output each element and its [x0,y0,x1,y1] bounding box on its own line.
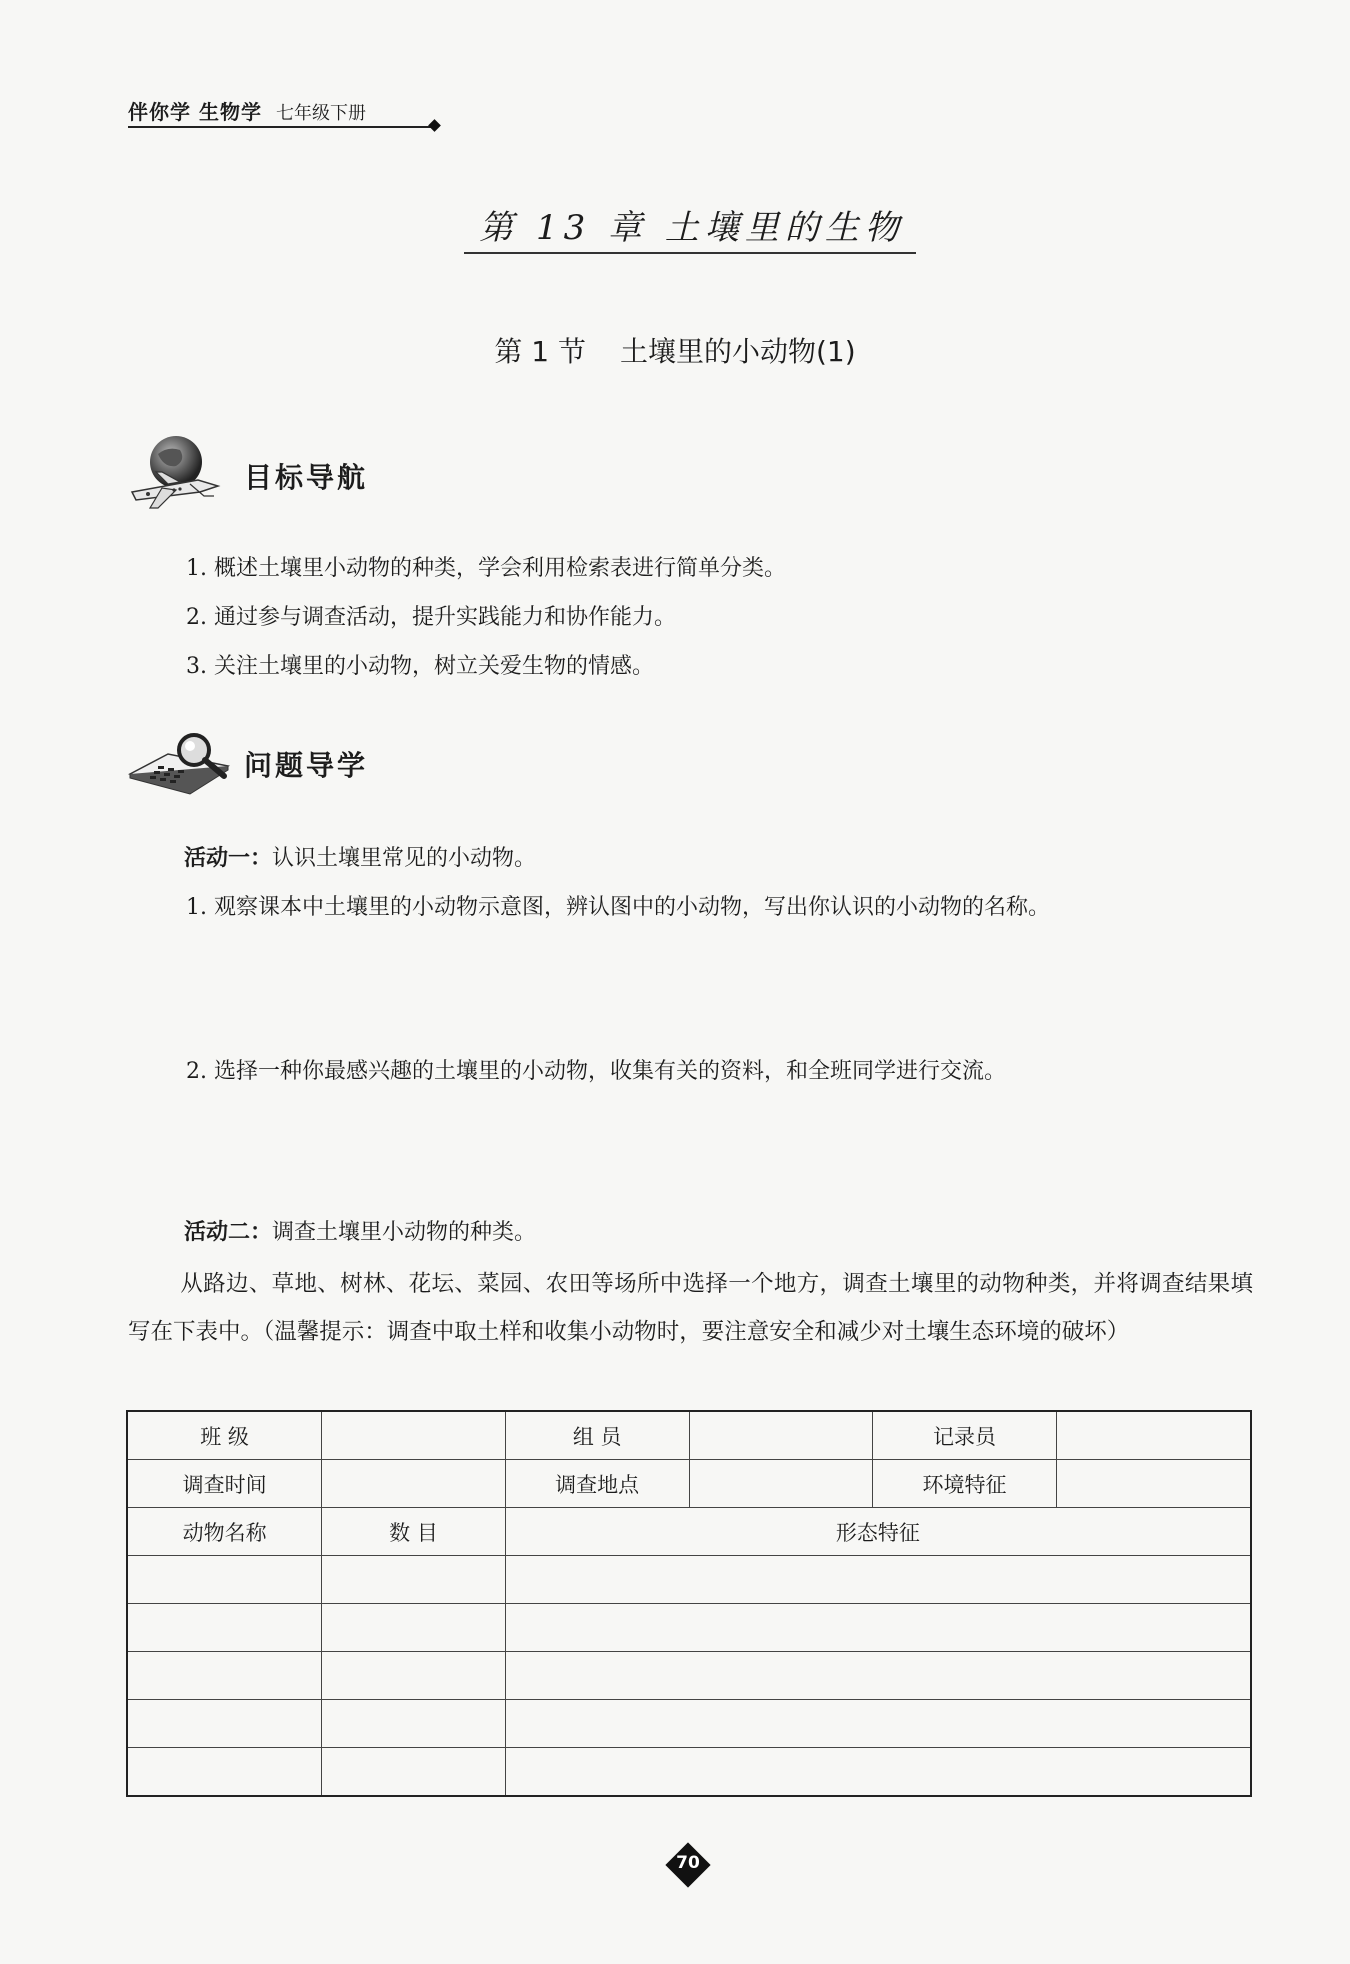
table-row [127,1604,1251,1652]
goals-heading: 目标导航 [244,461,369,494]
animal-name-header: 动物名称 [127,1508,322,1556]
feature-cell[interactable] [505,1748,1251,1797]
table-row [127,1652,1251,1700]
animal-name-cell[interactable] [127,1604,322,1652]
table-row [127,1411,1251,1460]
goal-item-1: 1. 概述土壤里小动物的种类，学会利用检索表进行简单分类。 [186,556,786,581]
goals-heading-block [128,432,528,512]
magnifier-calculator-icon [128,730,238,796]
guide-heading: 问题导学 [244,749,369,782]
page-number: 70 [676,1853,700,1873]
section-title [340,330,1010,370]
table-row [127,1508,1251,1556]
activity1-question-1: 1. 观察课本中土壤里的小动物示意图，辨认图中的小动物，写出你认识的小动物的名称。 [186,895,1050,920]
count-cell[interactable] [322,1748,506,1797]
activity2-paragraph [128,1260,1253,1356]
time-label: 调查时间 [127,1460,322,1508]
members-cell[interactable] [689,1411,873,1460]
activity1-line [184,844,536,874]
header-rule [128,126,434,128]
activity1-question-2: 2. 选择一种你最感兴趣的土壤里的小动物，收集有关的资料，和全班同学进行交流。 [186,1059,1006,1084]
count-header: 数 目 [322,1508,506,1556]
animal-name-cell[interactable] [127,1748,322,1797]
recorder-label: 记录员 [873,1411,1057,1460]
page-number-badge [666,1843,710,1887]
env-cell[interactable] [1056,1460,1251,1508]
env-label: 环境特征 [873,1460,1057,1508]
running-header [128,96,448,130]
feature-cell[interactable] [505,1652,1251,1700]
activity2-text: 调查土壤里小动物的种类。 [272,1220,537,1245]
section-name: 土壤里的小动物(1) [619,335,856,368]
place-cell[interactable] [689,1460,873,1508]
goal-item-3: 3. 关注土壤里的小动物，树立关爱生物的情感。 [186,654,654,679]
count-cell[interactable] [322,1604,506,1652]
members-label: 组 员 [505,1411,689,1460]
recorder-cell[interactable] [1056,1411,1251,1460]
goal-item-2: 2. 通过参与调查活动，提升实践能力和协作能力。 [186,605,676,630]
activity2-label: 活动二： [184,1220,273,1245]
globe-airplane-icon [128,432,228,516]
class-cell[interactable] [322,1411,506,1460]
section-number: 第 1 节 [494,335,586,368]
time-cell[interactable] [322,1460,506,1508]
animal-name-cell[interactable] [127,1652,322,1700]
table-row [127,1748,1251,1797]
animal-name-cell[interactable] [127,1556,322,1604]
activity1-text: 认识土壤里常见的小动物。 [272,846,537,871]
class-label: 班 级 [127,1411,322,1460]
table-row [127,1700,1251,1748]
feature-header: 形态特征 [505,1508,1251,1556]
series-brand: 伴你学 生物学 [128,100,262,124]
activity1-label: 活动一： [184,846,273,871]
chapter-title: 第 13 章 土壤里的生物 [479,208,905,248]
count-cell[interactable] [322,1652,506,1700]
count-cell[interactable] [322,1556,506,1604]
count-cell[interactable] [322,1700,506,1748]
animal-name-cell[interactable] [127,1700,322,1748]
table-row [127,1556,1251,1604]
activity2-line [184,1218,536,1248]
feature-cell[interactable] [505,1604,1251,1652]
feature-cell[interactable] [505,1556,1251,1604]
header-diamond [428,119,441,132]
chapter-underline [464,252,916,254]
feature-cell[interactable] [505,1700,1251,1748]
table-row [127,1460,1251,1508]
activity2-paragraph-text: 从路边、草地、树林、花坛、菜园、农田等场所中选择一个地方，调查土壤里的动物种类，并将调查结果填写在下表中。（温馨提示：调查中取土样和收集小动物时，要注意安全和减少对土壤生态环境的破坏） [128,1271,1253,1345]
place-label: 调查地点 [505,1460,689,1508]
survey-table [126,1410,1252,1797]
book-grade: 七年级下册 [275,103,366,124]
guide-heading-block [128,730,528,810]
